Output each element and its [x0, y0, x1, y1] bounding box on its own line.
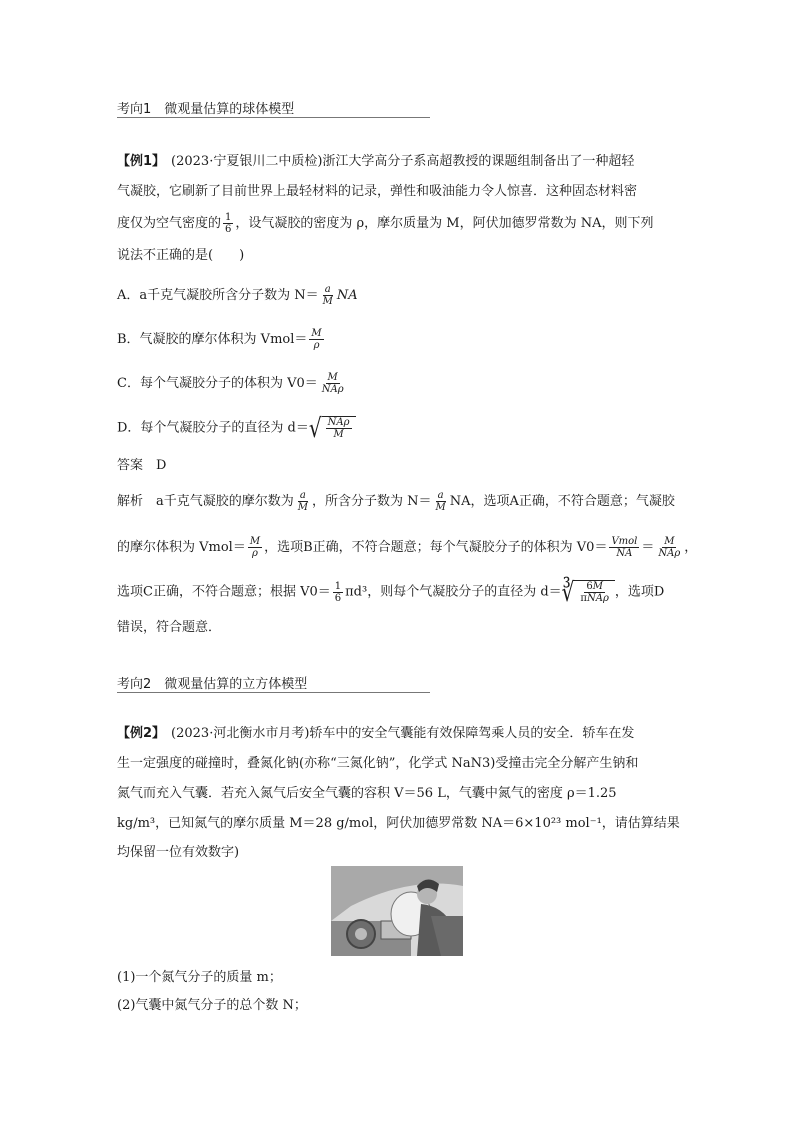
example2-line4: kg/m³，已知氮气的摩尔质量 M＝28 g/mol，阿伏加德罗常数 NA＝6×10²³ mol⁻¹，请估算结果	[117, 816, 680, 831]
example1-line3a: 度仅为空气密度的	[117, 216, 222, 231]
example2-line1	[117, 724, 634, 744]
section-title-1: 考向1 微观量估算的球体模型	[117, 102, 295, 117]
example2-line3: 氮气而充入气囊．若充入氮气后安全气囊的容积 V＝56 L，气囊中氮气的密度 ρ＝1.25	[117, 786, 617, 801]
question-1: (1)一个氮气分子的质量 m；	[117, 970, 282, 985]
option-d: D．每个气凝胶分子的直径为 d＝ √ $\frac{\text{NAρ}}{M}$	[117, 416, 356, 440]
airbag-illustration	[331, 866, 463, 956]
example2-line5: 均保留一位有效数字)	[117, 845, 240, 860]
example1-line2: 气凝胶，它刷新了目前世界上最轻材料的记录，弹性和吸油能力令人惊喜．这种固态材料密	[117, 184, 638, 199]
fraction-one-sixth: $\frac{1}{6}$	[225, 212, 232, 235]
example1-line4: 说法不正确的是( )	[117, 248, 245, 263]
sqrt-sign: √ $\frac{\text{NAρ}}{M}$	[309, 416, 356, 440]
example1-line1	[117, 152, 634, 172]
example2-label: 【例2】	[117, 726, 166, 741]
analysis-line1: 解析 a千克气凝胶的摩尔数为 $\frac{a}{M}$ ，所含分子数为 N＝ $\frac{a}{M}$ NA，选项A正确，不符合题意；气凝胶	[117, 490, 675, 513]
section-title-2: 考向2 微观量估算的立方体模型	[117, 677, 308, 692]
answer: 答案 D	[117, 458, 167, 473]
option-b: B．气凝胶的摩尔体积为 Vmol＝ $\frac{M}{\rho}$	[117, 328, 322, 351]
example1-line1-text: 浙江大学高分子系高超教授的课题组制备出了一种超轻	[322, 154, 635, 169]
analysis-line3: 选项C正确，不符合题意；根据 V0＝ $\frac{1}{6}$ πd³，则每个气凝胶分子的直径为 d＝ ∛ $\frac{6M}{\text{πNAρ}}$ ，选项D	[117, 576, 665, 608]
analysis-line4: 错误，符合题意．	[117, 620, 222, 635]
section-underline-2	[117, 692, 430, 693]
question-2: (2)气囊中氮气分子的总个数 N；	[117, 998, 307, 1013]
analysis-line2: 的摩尔体积为 Vmol＝ $\frac{M}{\rho}$ ，选项B正确，不符合题意；每个气凝胶分子的体积为 V0＝ $\frac{\text{Vmol}}{NA}$ ＝ $\frac{M}{\text{NAρ}}$ ，	[117, 536, 698, 559]
example2-line1-text: 轿车中的安全气囊能有效保障驾乘人员的安全．轿车在发	[309, 726, 635, 741]
example1-line3	[117, 212, 654, 235]
section-underline-1	[117, 117, 430, 118]
option-a: A．a千克气凝胶所含分子数为 N＝ $\frac{a}{M}$ NA	[117, 284, 358, 307]
example1-source: (2023·宁夏银川二中质检)	[171, 154, 323, 169]
example2-line2: 生一定强度的碰撞时，叠氮化钠(亦称“三氮化钠”，化学式 NaN3)受撞击完全分解产生钠和	[117, 756, 639, 771]
option-c: C．每个气凝胶分子的体积为 V0＝ $\frac{M}{\text{NAρ}}$	[117, 372, 344, 395]
example2-source: (2023·河北衡水市月考)	[171, 726, 310, 741]
example1-label: 【例1】	[117, 154, 166, 169]
example1-line3b: ，设气凝胶的密度为 ρ，摩尔质量为 M，阿伏加德罗常数为 NA，则下列	[235, 216, 654, 231]
